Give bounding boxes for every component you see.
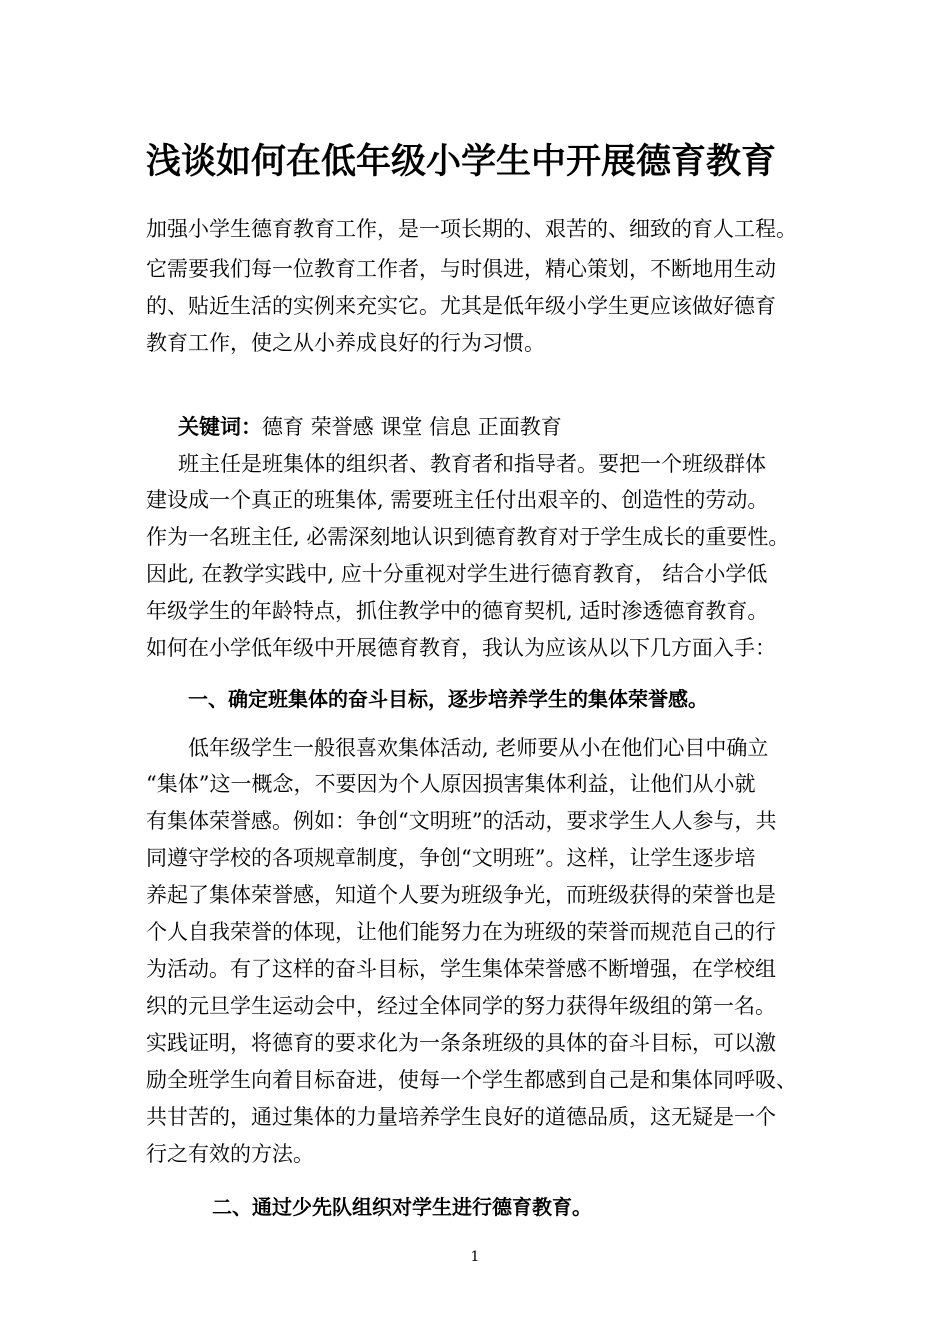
section1-line: 实践证明，将德育的要求化为一条条班级的具体的奋斗目标，可以激 <box>146 1031 776 1055</box>
section1-line: 同遵守学校的各项规章制度，争创“文明班”。这样，让学生逐步培 <box>146 846 756 870</box>
intro-line: 年级学生的年龄特点，抓住教学中的德育契机, 适时渗透德育教育。 <box>146 599 769 623</box>
abstract-line: 加强小学生德育教育工作，是一项长期的、艰苦的、细致的育人工程。 <box>146 217 797 241</box>
section1-line: 有集体荣誉感。例如：争创“文明班”的活动，要求学生人人参与，共 <box>146 809 777 833</box>
intro-line: 作为一名班主任, 必需深刻地认识到德育教育对于学生成长的重要性。 <box>146 525 790 549</box>
section1-line: 个人自我荣誉的体现，让他们能努力在为班级的荣誉而规范自己的行 <box>146 920 776 944</box>
page-number: 1 <box>470 1249 480 1265</box>
intro-line: 建设成一个真正的班集体, 需要班主任付出艰辛的、创造性的劳动。 <box>146 488 769 512</box>
keywords-label: 关键词： <box>178 415 262 439</box>
section1-heading: 一、确定班集体的奋斗目标，逐步培养学生的集体荣誉感。 <box>188 687 708 711</box>
section1-line: 行之有效的方法。 <box>146 1142 314 1166</box>
document-title: 浅谈如何在低年级小学生中开展德育教育 <box>146 142 777 182</box>
abstract-line: 教育工作，使之从小养成良好的行为习惯。 <box>146 331 545 355</box>
intro-line: 因此, 在教学实践中, 应十分重视对学生进行德育教育， 结合小学低 <box>146 562 768 586</box>
section2-heading: 二、通过少先队组织对学生进行德育教育。 <box>212 1195 592 1219</box>
keywords-text: 德育 荣誉感 课堂 信息 正面教育 <box>262 415 562 439</box>
section1-line: 养起了集体荣誉感，知道个人要为班级争光，而班级获得的荣誉也是 <box>146 883 776 907</box>
section1-line: 低年级学生一般很喜欢集体活动, 老师要从小在他们心目中确立 <box>188 736 769 760</box>
intro-line: 如何在小学低年级中开展德育教育，我认为应该从以下几方面入手： <box>146 636 776 660</box>
section1-line: 励全班学生向着目标奋进，使每一个学生都感到自己是和集体同呼吸、 <box>146 1068 797 1092</box>
abstract-line: 它需要我们每一位教育工作者，与时俱进，精心策划，不断地用生动 <box>146 257 776 281</box>
section1-line: 织的元旦学生运动会中，经过全体同学的努力获得年级组的第一名。 <box>146 994 776 1018</box>
keywords-line <box>178 412 562 442</box>
section1-line: 为活动。有了这样的奋斗目标，学生集体荣誉感不断增强，在学校组 <box>146 957 776 981</box>
intro-line: 班主任是班集体的组织者、教育者和指导者。要把一个班级群体 <box>178 452 766 476</box>
section1-line: 共甘苦的，通过集体的力量培养学生良好的道德品质，这无疑是一个 <box>146 1105 776 1129</box>
section1-line: “集体”这一概念，不要因为个人原因损害集体利益，让他们从小就 <box>146 772 756 796</box>
abstract-line: 的、贴近生活的实例来充实它。尤其是低年级小学生更应该做好德育 <box>146 294 776 318</box>
